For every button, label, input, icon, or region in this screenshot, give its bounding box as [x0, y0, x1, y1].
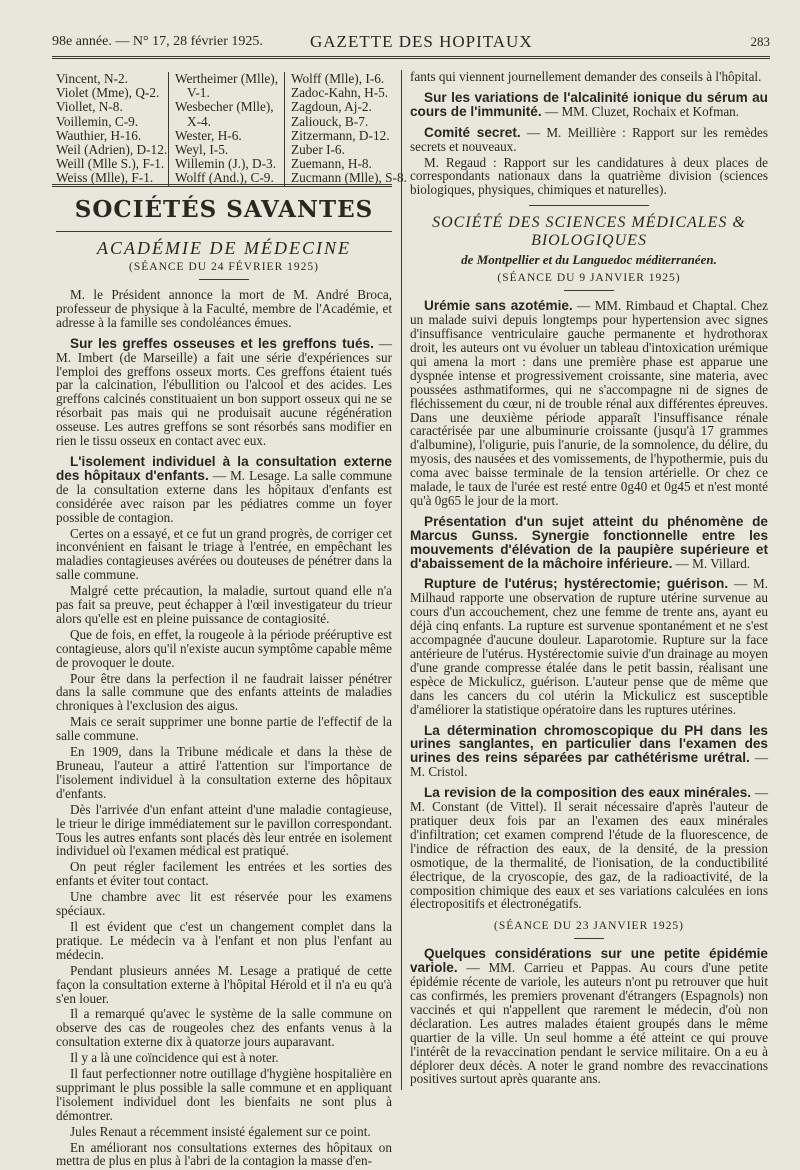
paragraph	[410, 577, 768, 716]
paragraph: M. Regaud : Rapport sur les candidatures à deux places de correspondants nationaux dans la quatrième division (sciences biologiques, physiques, chimiques et naturelles).	[410, 154, 768, 198]
paragraph: fants qui viennent journellement demander des conseils à l'hôpital.	[410, 69, 762, 84]
academy-heading: ACADÉMIE DE MÉDECINE	[97, 238, 351, 258]
article-body: — M. Meillière : Rapport sur les remèdes secrets et nouveaux.	[410, 124, 768, 154]
paragraph: Mais ce serait supprimer une bonne partie de l'effectif de la salle commune.	[56, 714, 392, 744]
paragraph	[410, 299, 768, 508]
paragraph	[410, 515, 768, 571]
article-title: L'isolement individuel à la consultation externe des hôpitaux d'enfants.	[56, 453, 392, 483]
paragraph: Malgré cette précaution, la maladie, surtout quand elle n'a pas fait sa preuve, peut échapper à l'œil investigateur du trieur alors qu'elle est en pleine puissance de contagiosité.	[56, 583, 392, 626]
paragraph	[410, 126, 768, 154]
name-entry: Weil (Adrien), D-12.	[56, 142, 168, 158]
name-entry: Vincent, N-2.	[56, 71, 128, 86]
divider	[564, 290, 614, 291]
article-body: — M. Cristol.	[410, 750, 769, 780]
name-entry: Viollet, N-8.	[56, 99, 123, 115]
paragraph	[410, 947, 768, 1086]
article-body: — M. Constant (de Vittel). Il serait nécessaire d'après l'auteur de pratiquer deux fois par an l'examen des eaux minérales d'infiltration; cet examen comprend l'étude de la fluorescence, de l'indice de réfraction des eaux, de la densité, de la pression osmotique, de la thermalité, de l'ionisation, de la conductibilité électrique, de la cryoscopie, des gaz, de la radioactivité, de la composition chimique des eaux et ses variations calculées en ions électropositifs et électronégatifs.	[410, 785, 769, 912]
article-body: — M. Lesage. La salle commune de la consultation externe dans les hôpitaux d'enfants est considérée avec raison par les pédiatres comme un foyer possible de contagion.	[56, 467, 392, 525]
name-entry: X-4.	[187, 113, 212, 129]
name-entry: Zuber I-6.	[291, 142, 345, 158]
left-column	[56, 186, 392, 1170]
paragraph	[56, 455, 392, 525]
paragraph: M. le Président annonce la mort de M. André Broca, professeur de physique à la Faculté, membre de l'Académie, et adresse à la famille ses condoléances émues.	[56, 287, 392, 330]
name-entry: Zucmann (Mlle), S-8.	[291, 170, 407, 186]
name-entry: Zadoc-Kahn, H-5.	[291, 85, 389, 101]
divider	[574, 938, 604, 939]
issue-info: 98e année. — N° 17, 28 février 1925.	[52, 34, 263, 49]
header-rule	[52, 56, 770, 59]
article-body: — MM. Cluzet, Rochaix et Kofman.	[541, 103, 740, 119]
name-entry: Weyl, I-5.	[175, 142, 229, 158]
right-column	[410, 70, 768, 1088]
names-column-1	[56, 71, 168, 186]
paragraph	[410, 786, 768, 911]
name-entry: Wertheimer (Mlle),	[175, 71, 279, 86]
article-body: — M. Imbert (de Marseille) a fait une série d'expériences sur l'emploi des greffons osseux morts. Ces greffons étaient tués par la calcination, l'ébullition ou l'alcool et des acides. Les greffons calcinés constituaient un bon support osseux qui ne se résorbait pas mais qui ne produisait aucune régénération osseuse. Les autres greffons se sont résorbés sans modifier en rien le tissu osseux en contact avec eux.	[56, 335, 392, 449]
paragraph: Dès l'arrivée d'un enfant atteint d'une maladie contagieuse, le trieur le dirige immédiatement sur le pavillon correspondant. Tous les autres enfants sont placés dès leur entrée en isolement individuel où l'examen médical est pratiqué.	[56, 801, 392, 859]
article-body: — MM. Rimbaud et Chaptal. Chez un malade suivi depuis longtemps pour hypertension avec signes d'insuffisance ventriculaire gauche permanente et hydrothorax droit, les auteurs ont vu évoluer un tableau d'intoxication urémique qui amena la mort : dans une première phase est apparue une dyspnée intense et progressivement croissante, sine materia, avec poussées asthmatiformes, qui ne s'accompagne ni de signes de fléchissement du cœur, ni de trouble rénal aux différentes épreuves. Dans une deuxième période apparaît l'insuffisance rénale caractérisée par une albuminurie croissante (jusqu'à 17 grammes d'albumine), l'oligurie, puis l'anurie, de la somnolence, du délire, du myosis, des nausées et des vomissements, de l'hypothermie, puis du coma avec baisse terminale de la tension artérielle. Or chez ce malade, le taux de l'urée est resté entre 0g40 et 0g45 et n'est monté qu'à 0g65 le jour de la mort.	[410, 298, 769, 508]
society-heading: SOCIÉTÉ DES SCIENCES MÉDICALES & BIOLOGIQUES	[432, 214, 746, 250]
article-title: Comité secret.	[424, 124, 521, 140]
name-entry: Zaliouck, B-7.	[291, 113, 369, 129]
paragraph	[410, 724, 768, 780]
name-entry: Violet (Mme), Q-2.	[56, 85, 160, 101]
journal-title: GAZETTE DES HOPITAUX	[310, 32, 533, 51]
article-title: Sur les greffes osseuses et les greffons tués.	[70, 335, 374, 351]
names-list	[56, 71, 407, 186]
names-column-2	[168, 72, 285, 186]
column-separator	[401, 70, 402, 1090]
society-subheading: de Montpellier et du Languedoc méditerranéen.	[461, 252, 717, 268]
divider	[529, 205, 649, 206]
article-title: La détermination chromoscopique du PH dans les urines sanglantes, en particulier dans l'examen des urines des reins séparées par cathétérisme urétral.	[410, 722, 768, 766]
name-entry: Weiss (Mlle), F-1.	[56, 170, 154, 186]
article-title: Présentation d'un sujet atteint du phénomène de Marcus Gunss. Synergie fonctionnelle entre les mouvements d'élévation de la paupière supérieure et d'abaissement de la mâchoire inférieure.	[410, 513, 768, 571]
name-entry: Wolff (Mlle), I-6.	[291, 71, 385, 86]
page-number: 283	[750, 34, 770, 49]
name-entry: Wauthier, H-16.	[56, 127, 142, 143]
paragraph: Il faut perfectionner notre outillage d'hygiène hospitalière en supprimant le plus possible la salle commune et en appliquant l'isolement individuel dont les bienfaits ne sont plus à démontrer.	[56, 1066, 392, 1123]
paragraph: Que de fois, en effet, la rougeole à la période prééruptive est contagieuse, alors qu'il n'existe aucun symptôme capable même de provoquer le doute.	[56, 626, 392, 670]
name-entry: Wolff (And.), C-9.	[175, 170, 274, 186]
paragraph: En améliorant nos consultations externes des hôpitaux on mettra de plus en plus à l'abri de la contagion la masse d'en-	[56, 1139, 392, 1169]
name-entry: Voillemin, C-9.	[56, 113, 139, 129]
article-body: — MM. Carrieu et Pappas. Au cours d'une petite épidémie récente de variole, les auteurs n'ont pu retrouver que huit cas confirmés, les premiers provenant d'étrangers (Espagnols) non vaccinés et qui n'appellent que rarement le médecin, d'où non déclaration. Les autres malades étaient groupés dans le même quartier de la ville. Un seul homme a été atteint ce qui prouve l'intérêt de la revaccination pendant le service militaire. On a eu à déplorer deux décès. A noter le grand nombre des revaccinations positives surtout après quarante ans.	[410, 960, 768, 1087]
article-body: — M. Villard.	[672, 555, 751, 571]
paragraph: Pendant plusieurs années M. Lesage a pratiqué de cette façon la consultation externe à l'hôpital Hérold et il n'a eu qu'à s'en louer.	[56, 962, 392, 1006]
paragraph: Jules Renaut a récemment insisté également sur ce point.	[70, 1123, 371, 1139]
seance-date: (SÉANCE DU 9 JANVIER 1925)	[497, 272, 681, 285]
seance-date: (SÉANCE DU 23 JANVIER 1925)	[494, 920, 684, 933]
section-title: SOCIÉTÉS SAVANTES	[74, 196, 374, 223]
seance-date: (SÉANCE DU 24 FÉVRIER 1925)	[129, 261, 319, 273]
paragraph	[56, 337, 392, 448]
divider	[199, 279, 249, 280]
name-entry: Wesbecher (Mlle),	[175, 99, 274, 115]
article-title: Quelques considérations sur une petite épidémie variole.	[410, 946, 768, 976]
name-entry: Zitzermann, D-12.	[291, 127, 390, 143]
name-entry: Wester, H-6.	[175, 127, 242, 143]
names-column-3	[284, 71, 407, 186]
name-entry: Zuemann, H-8.	[291, 156, 372, 172]
paragraph: Certes on a essayé, et ce fut un grand progrès, de corriger cet inconvénient en faisant le triage à l'entrée, en empêchant les maladies contagieuses avérées ou douteuses de pénétrer dans la salle commune.	[56, 525, 392, 583]
article-title: Sur les variations de l'alcalinité ionique du sérum au cours de l'immunité.	[410, 89, 768, 119]
paragraph: Il y a là une coïncidence qui est à noter.	[70, 1050, 279, 1066]
paragraph: Pour être dans la perfection il ne faudrait laisser pénétrer dans la salle commune que des enfants atteints de maladies chroniques à l'exclusion des aigus.	[56, 670, 392, 714]
paragraph: On peut régler facilement les entrées et les sorties des enfants et éviter tout contact.	[56, 859, 392, 889]
page-header	[52, 30, 770, 56]
name-entry: Zagdoun, Aj-2.	[291, 99, 372, 115]
article-title: Urémie sans azotémie.	[424, 298, 573, 314]
name-entry: V-1.	[187, 85, 210, 101]
name-entry: Willemin (J.), D-3.	[175, 156, 277, 172]
section-rule	[56, 231, 392, 232]
article-title: La revision de la composition des eaux minérales.	[424, 785, 752, 801]
article-title: Rupture de l'utérus; hystérectomie; guérison.	[424, 576, 729, 592]
name-entry: Weill (Mlle S.), F-1.	[56, 156, 165, 172]
paragraph	[410, 91, 768, 119]
article-body: — M. Milhaud rapporte une observation de rupture utérine survenue au cours d'un accouchement, chez une femme de trente ans, ayant eu déjà cinq enfants. La rupture est survenue spontanément et ne s'est accompagnée d'aucune douleur. Laparotomie. Rupture sur la face antérieure de l'utérus. Hystérectomie suivie d'un drainage au moyen d'une grande compresse étalée dans le petit bassin, réalisant une espèce de Mickulicz, guérison. L'auteur pense que de même que dans les cancers du col utérin la Mickulicz est susceptible d'améliorer la statistique opératoire dans les ruptures utérines.	[410, 576, 768, 717]
paragraph: Il a remarqué qu'avec le système de la salle commune on observe des cas de rougeoles chez des enfants venus à la consultation externe dix à quatorze jours auparavant.	[56, 1006, 392, 1050]
paragraph: Il est évident que c'est un changement complet dans la pratique. Le médecin va à l'enfant et non plus l'enfant au médecin.	[56, 918, 392, 962]
paragraph: En 1909, dans la Tribune médicale et dans la thèse de Bruneau, l'auteur a attiré l'attention sur l'importance de l'isolement individuel à la consultation externe des hôpitaux d'enfants.	[56, 744, 392, 801]
paragraph: Une chambre avec lit est réservée pour les examens spéciaux.	[56, 889, 392, 919]
